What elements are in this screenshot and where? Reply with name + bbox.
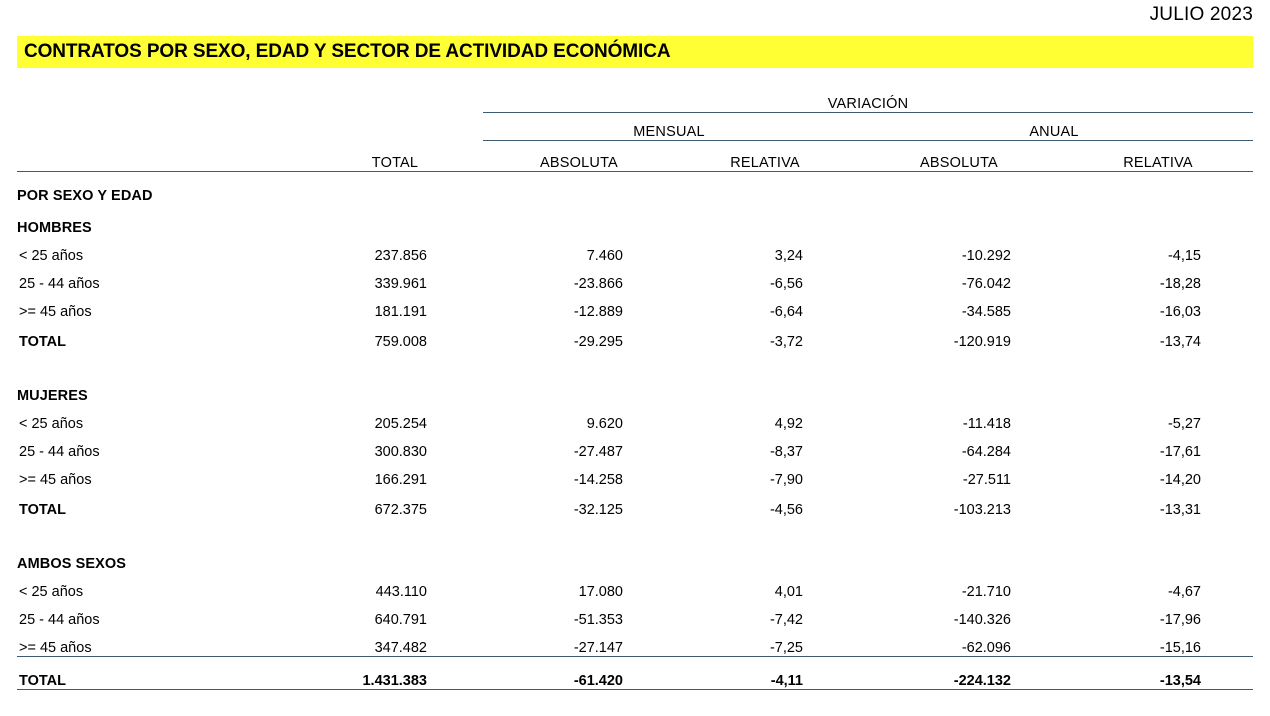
cell-anual-relativa: -17,61: [1159, 444, 1201, 460]
header-mensual-relativa: RELATIVA: [675, 141, 855, 172]
group-gap: [17, 350, 1253, 372]
cell-total: 181.191: [374, 304, 427, 320]
header-row-columns: [17, 141, 1253, 172]
row-label: 25 - 44 años: [19, 276, 100, 292]
table-row: [17, 404, 1253, 432]
section-title: POR SEXO Y EDAD: [17, 188, 153, 204]
cell-total: 347.482: [307, 628, 483, 657]
header-spacer-total: [307, 113, 483, 141]
cell-anual-absoluta: -140.326: [953, 612, 1011, 628]
header-anual: ANUAL: [855, 113, 1253, 141]
cell-mensual-absoluta: 7.460: [586, 248, 623, 264]
cell-total: 166.291: [374, 472, 427, 488]
cell-mensual-absoluta: -14.258: [573, 472, 623, 488]
cell-mensual-relativa: 4,01: [774, 584, 803, 600]
group-total-row: [17, 320, 1253, 350]
cell-anual-relativa: -4,15: [1167, 248, 1201, 264]
cell-mensual-relativa: -6,64: [769, 304, 803, 320]
cell-anual-relativa: -13,54: [1063, 657, 1253, 690]
row-label: 25 - 44 años: [19, 444, 100, 460]
cell-mensual-absoluta: -51.353: [573, 612, 623, 628]
period-label: JULIO 2023: [1149, 4, 1253, 25]
cell-mensual-relativa: -4,11: [675, 657, 855, 690]
cell-anual-absoluta: -34.585: [961, 304, 1011, 320]
table-row: [17, 628, 1253, 657]
header-variacion: VARIACIÓN: [483, 84, 1253, 113]
header-spacer-total: [307, 84, 483, 113]
group-header-row: [17, 372, 1253, 404]
header-anual-absoluta: ABSOLUTA: [855, 141, 1063, 172]
title-banner: [17, 36, 1253, 68]
cell-mensual-absoluta: 17.080: [578, 584, 623, 600]
cell-anual-absoluta: -224.132: [855, 657, 1063, 690]
cell-mensual-absoluta: -27.487: [573, 444, 623, 460]
row-label: < 25 años: [19, 416, 84, 432]
cell-mensual-relativa: -7,90: [769, 472, 803, 488]
cell-mensual-absoluta: -32.125: [573, 502, 623, 518]
cell-mensual-relativa: -6,56: [769, 276, 803, 292]
cell-anual-absoluta: -27.511: [962, 472, 1011, 488]
header-row-variacion: [17, 84, 1253, 113]
header-spacer: [17, 141, 307, 172]
group-gap: [17, 518, 1253, 540]
group-header-row: [17, 540, 1253, 572]
header-row-periods: [17, 113, 1253, 141]
contracts-table: [17, 84, 1253, 690]
table-row: [17, 264, 1253, 292]
row-label: TOTAL: [19, 502, 66, 518]
row-label: < 25 años: [19, 584, 84, 600]
group-name: AMBOS SEXOS: [17, 556, 127, 572]
cell-mensual-absoluta: -23.866: [573, 276, 623, 292]
group-name: HOMBRES: [17, 220, 92, 236]
group-header-row: [17, 204, 1253, 236]
row-label: < 25 años: [19, 248, 84, 264]
page-title: CONTRATOS POR SEXO, EDAD Y SECTOR DE ACTIVIDAD ECONÓMICA: [24, 41, 671, 62]
cell-mensual-relativa: -7,25: [675, 628, 855, 657]
header-spacer: [17, 84, 307, 113]
header-spacer: [17, 113, 307, 141]
header-anual-relativa: RELATIVA: [1063, 141, 1253, 172]
cell-anual-relativa: -13,31: [1159, 502, 1201, 518]
row-label: 25 - 44 años: [19, 612, 100, 628]
cell-total: 205.254: [374, 416, 427, 432]
cell-mensual-relativa: -3,72: [769, 334, 803, 350]
cell-mensual-absoluta: -61.420: [483, 657, 675, 690]
table-row: [17, 600, 1253, 628]
header-mensual-absoluta: ABSOLUTA: [483, 141, 675, 172]
table-row: [17, 292, 1253, 320]
group-total-row: [17, 488, 1253, 518]
cell-mensual-relativa: -4,56: [769, 502, 803, 518]
cell-mensual-absoluta: -29.295: [573, 334, 623, 350]
cell-mensual-absoluta: -27.147: [483, 628, 675, 657]
cell-total: 443.110: [375, 584, 427, 600]
row-label: >= 45 años: [19, 304, 92, 320]
cell-anual-absoluta: -64.284: [961, 444, 1011, 460]
cell-anual-absoluta: -76.042: [961, 276, 1011, 292]
section-title-row: [17, 172, 1253, 205]
header-mensual: MENSUAL: [483, 113, 855, 141]
cell-anual-relativa: -18,28: [1159, 276, 1201, 292]
table-row: [17, 432, 1253, 460]
row-label: TOTAL: [17, 657, 307, 690]
cell-total: 672.375: [374, 502, 427, 518]
cell-anual-relativa: -4,67: [1167, 584, 1201, 600]
cell-mensual-relativa: 3,24: [774, 248, 803, 264]
table-header: [17, 84, 1253, 172]
cell-mensual-absoluta: 9.620: [586, 416, 623, 432]
cell-anual-relativa: -13,74: [1159, 334, 1201, 350]
table-row: [17, 236, 1253, 264]
cell-total: 640.791: [374, 612, 427, 628]
cell-total: 237.856: [374, 248, 427, 264]
table-body: [17, 172, 1253, 690]
table-row: [17, 572, 1253, 600]
cell-anual-absoluta: -11.418: [962, 416, 1011, 432]
cell-anual-relativa: -14,20: [1159, 472, 1201, 488]
cell-anual-absoluta: -120.919: [953, 334, 1011, 350]
cell-total: 759.008: [374, 334, 427, 350]
cell-anual-relativa: -15,16: [1063, 628, 1253, 657]
cell-anual-relativa: -16,03: [1159, 304, 1201, 320]
row-label: TOTAL: [19, 334, 66, 350]
cell-mensual-relativa: -8,37: [769, 444, 803, 460]
row-label: >= 45 años: [17, 628, 307, 657]
cell-anual-absoluta: -103.213: [953, 502, 1011, 518]
cell-mensual-relativa: 4,92: [774, 416, 803, 432]
cell-anual-relativa: -17,96: [1159, 612, 1201, 628]
cell-total: 1.431.383: [307, 657, 483, 690]
table-row: [17, 460, 1253, 488]
cell-anual-relativa: -5,27: [1167, 416, 1201, 432]
cell-total: 300.830: [374, 444, 427, 460]
cell-total: 339.961: [374, 276, 427, 292]
row-label: >= 45 años: [19, 472, 92, 488]
cell-mensual-relativa: -7,42: [769, 612, 803, 628]
cell-anual-absoluta: -10.292: [961, 248, 1011, 264]
group-name: MUJERES: [17, 388, 88, 404]
header-total: TOTAL: [307, 141, 483, 172]
grand-total-row: [17, 657, 1253, 690]
cell-mensual-absoluta: -12.889: [573, 304, 623, 320]
cell-anual-absoluta: -21.710: [961, 584, 1011, 600]
cell-anual-absoluta: -62.096: [855, 628, 1063, 657]
